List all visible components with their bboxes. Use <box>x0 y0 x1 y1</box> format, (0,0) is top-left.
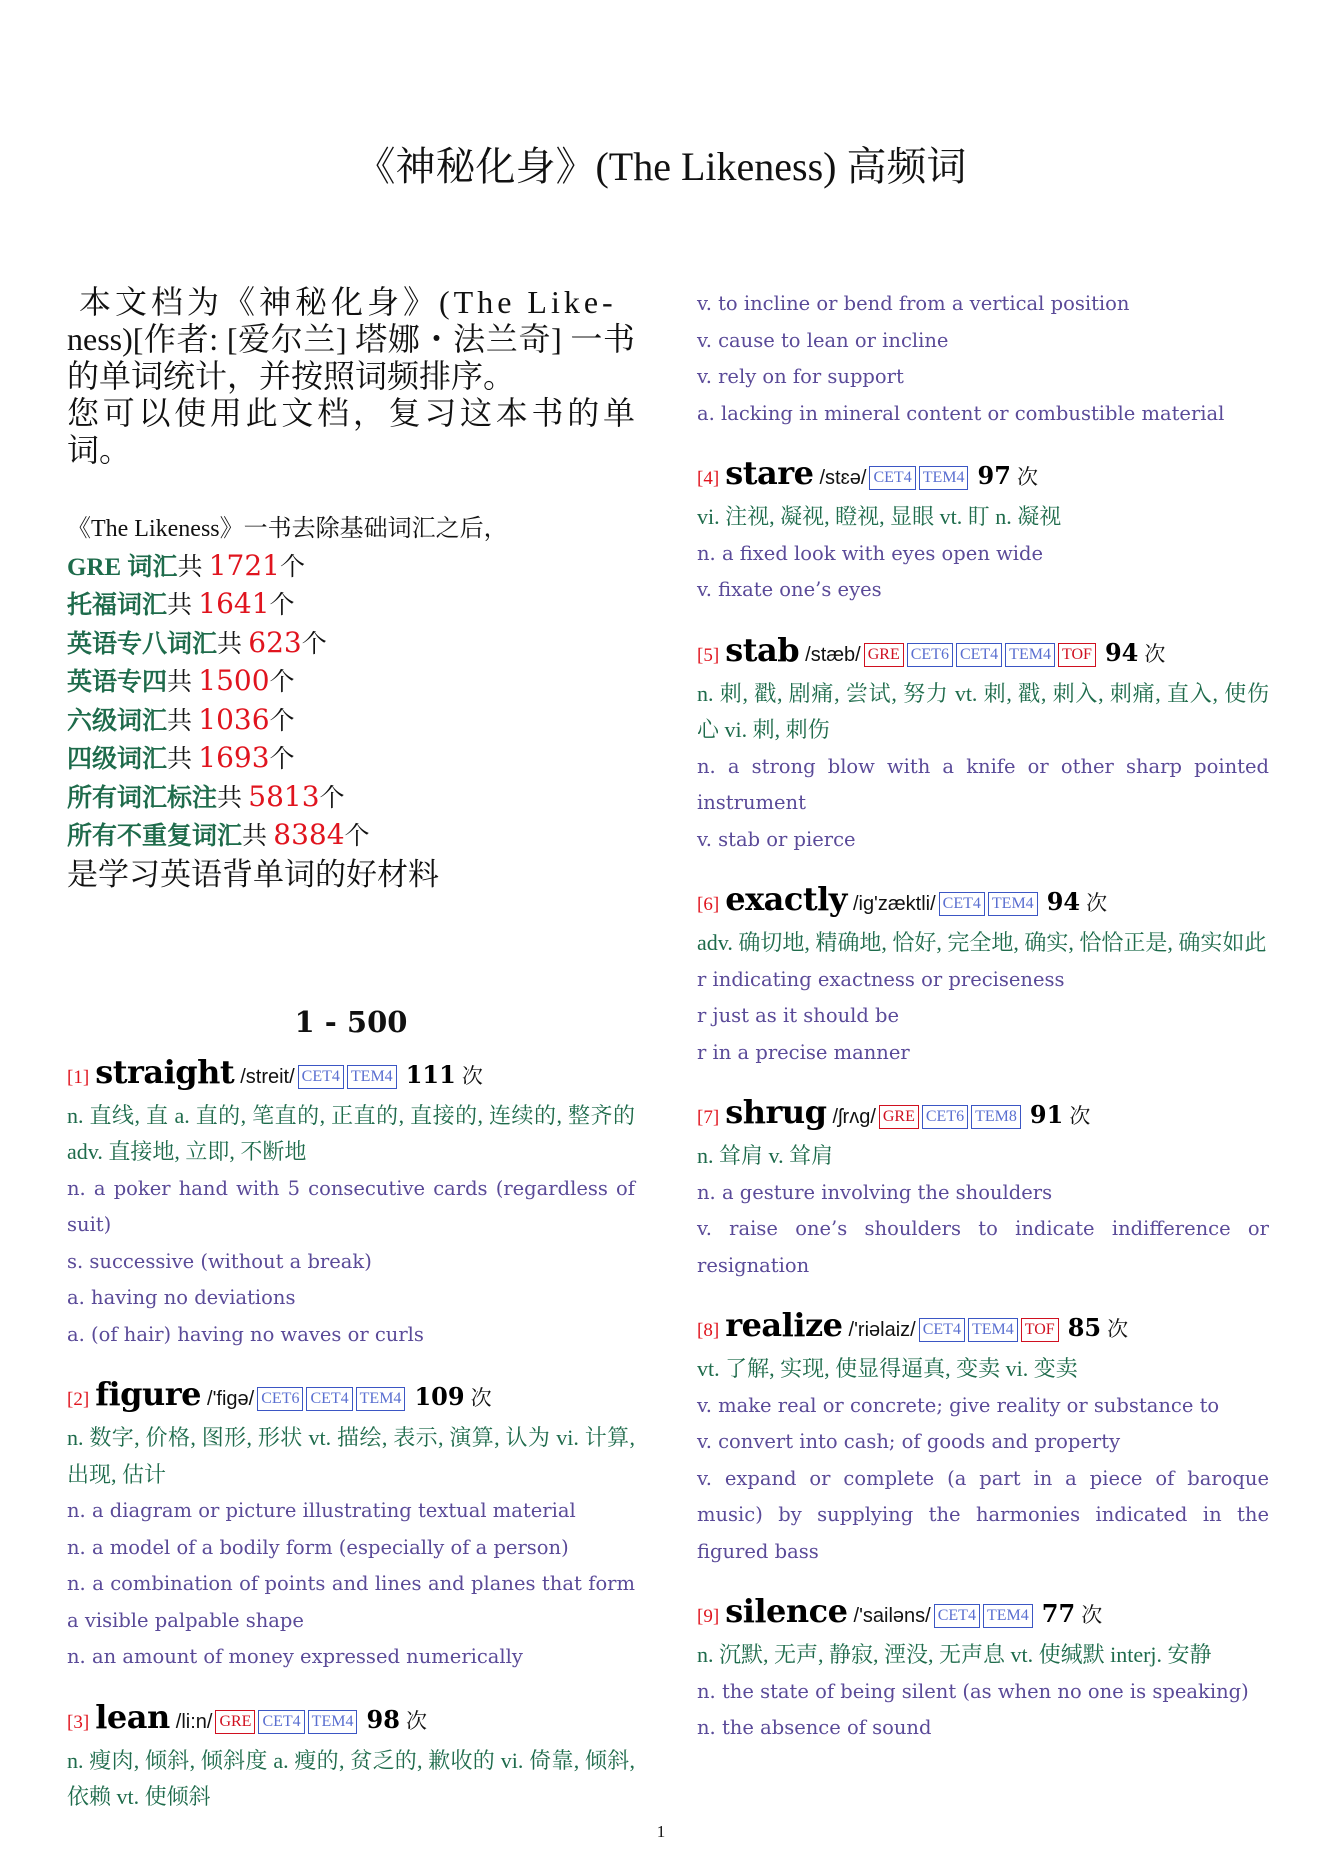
english-definition: r in a precise manner <box>697 1040 910 1064</box>
frequency-unit: 次 <box>461 1063 483 1088</box>
stat-row <box>67 625 635 664</box>
stat-connector: 共 <box>217 630 249 658</box>
english-definition: n. the state of being silent (as when no one is speaking) <box>697 1679 1249 1703</box>
stat-count: 623 <box>248 625 302 659</box>
phonetic: /'sailəns/ <box>853 1605 931 1627</box>
english-definition: n. a strong blow with a knife or other sharp pointed instrument <box>697 754 1269 814</box>
headword: exactly <box>725 880 847 918</box>
entry-header <box>67 1052 635 1098</box>
exam-tag: TEM4 <box>988 892 1038 916</box>
stat-label: 英语专八词汇 <box>67 630 218 658</box>
phonetic: /'riəlaiz/ <box>848 1319 916 1341</box>
section-heading: 1 - 500 <box>294 1004 408 1039</box>
stat-row <box>67 548 635 587</box>
english-definition: a. having no deviations <box>67 1286 296 1309</box>
entry-index: [7] <box>697 1107 720 1128</box>
english-definition: v. raise one’s shoulders to indicate indifference or resignation <box>697 1217 1269 1277</box>
stats-lead: 《The Likeness》一书去除基础词汇之后， <box>67 516 508 542</box>
english-definition: n. a diagram or picture illustrating textual material <box>67 1499 576 1522</box>
exam-tag: TEM4 <box>308 1710 358 1734</box>
stat-unit: 个 <box>269 746 295 773</box>
english-definition: n. a gesture involving the shoulders <box>697 1180 1053 1204</box>
entry-header <box>697 1305 1269 1351</box>
entry-index: [3] <box>67 1711 90 1733</box>
phonetic: /li:n/ <box>175 1710 213 1733</box>
word-entry <box>697 453 1269 609</box>
entry-header <box>697 630 1269 676</box>
stat-unit: 个 <box>344 823 370 850</box>
frequency-count: 111 <box>405 1059 456 1089</box>
stat-label: 所有词汇标注 <box>67 784 218 812</box>
stat-label: 所有不重复词汇 <box>67 823 243 850</box>
chinese-definition: adv. 确切地, 精确地, 恰好, 完全地, 确实, 恰恰正是, 确实如此 <box>697 930 1267 955</box>
headword: realize <box>725 1306 843 1344</box>
word-entry <box>697 879 1269 1071</box>
stat-unit: 个 <box>269 592 295 619</box>
headword: straight <box>95 1052 235 1091</box>
chinese-definition: n. 沉默, 无声, 静寂, 湮没, 无声息 vt. 使缄默 interj. 安静 <box>697 1642 1212 1667</box>
frequency-unit: 次 <box>1086 891 1108 915</box>
stat-label: 英语专四 <box>67 669 168 696</box>
entry-header <box>697 1591 1269 1637</box>
stat-row <box>67 779 635 818</box>
english-definition: v. stab or pierce <box>697 827 856 851</box>
english-definition: n. a fixed look with eyes open wide <box>697 541 1044 565</box>
english-definition: s. successive (without a break) <box>67 1249 372 1273</box>
stat-unit: 个 <box>301 630 327 658</box>
entry-header <box>67 1374 635 1420</box>
word-entry <box>67 1052 635 1354</box>
phonetic: /ig'zæktli/ <box>852 893 936 915</box>
entry-header <box>697 453 1269 499</box>
stat-count: 5813 <box>248 779 320 813</box>
phonetic: /stæb/ <box>805 643 861 666</box>
entry-index: [5] <box>697 644 720 666</box>
phonetic: /streit/ <box>240 1065 295 1088</box>
entry-index: [1] <box>67 1066 90 1088</box>
stat-unit: 个 <box>269 707 295 735</box>
phonetic: /ʃrʌg/ <box>832 1106 876 1128</box>
chinese-definition: vi. 注视, 凝视, 瞪视, 显眼 vt. 盯 n. 凝视 <box>697 504 1062 529</box>
english-definition: n. a model of a bodily form (especially of a person) <box>67 1535 569 1559</box>
exam-tag: TEM4 <box>983 1604 1033 1628</box>
headword: shrug <box>725 1093 827 1131</box>
exam-tag: GRE <box>879 1105 919 1129</box>
english-definition: n. an amount of money expressed numerically <box>67 1645 523 1668</box>
exam-tag: TEM4 <box>347 1065 397 1089</box>
stat-row <box>67 817 635 856</box>
left-column <box>67 284 635 1837</box>
phonetic: /'figə/ <box>207 1388 255 1410</box>
exam-tag: TOF <box>1021 1318 1059 1342</box>
exam-tag: TEM4 <box>968 1318 1018 1342</box>
exam-tag: TEM4 <box>1005 643 1055 667</box>
frequency-count: 94 <box>1046 887 1081 916</box>
stat-count: 1036 <box>198 702 270 736</box>
exam-tag: CET4 <box>298 1065 344 1089</box>
intro-rest: ness)[作者: [爱尔兰] 塔娜・法兰奇] 一书的单词统计，并按照词频排序。 <box>67 321 635 394</box>
frequency-unit: 次 <box>405 1708 427 1733</box>
english-definition: a. (of hair) having no waves or curls <box>67 1322 424 1346</box>
english-definition: v. cause to lean or incline <box>697 328 949 352</box>
stat-count: 1721 <box>208 548 280 582</box>
word-entry <box>697 1092 1269 1284</box>
frequency-count: 109 <box>414 1382 465 1411</box>
exam-tag: CET4 <box>869 466 915 490</box>
english-definition: r just as it should be <box>697 1004 900 1027</box>
stat-row <box>67 740 635 779</box>
intro-paragraph <box>67 284 635 469</box>
stat-unit: 个 <box>319 784 345 812</box>
page-number: 1 <box>656 1822 666 1841</box>
entry-index: [6] <box>697 894 720 915</box>
frequency-count: 97 <box>977 461 1011 490</box>
document-title: 《神秘化身》(The Likeness) 高频词 <box>355 144 967 189</box>
english-definition: a. lacking in mineral content or combustible material <box>697 401 1225 425</box>
frequency-unit: 次 <box>1016 465 1038 489</box>
exam-tag: GRE <box>864 643 904 667</box>
stats-closing: 是学习英语背单词的好材料 <box>67 856 439 892</box>
vocabulary-stats <box>67 511 635 894</box>
exam-tag: CET6 <box>907 643 953 667</box>
entry-index: [4] <box>697 468 720 489</box>
stats-list <box>67 548 635 856</box>
english-definition: v. expand or complete (a part in a piece of baroque music) by supplying the harmonies indicated in the figured bass <box>697 1466 1269 1563</box>
exam-tag: TEM4 <box>356 1387 406 1411</box>
stat-connector: 共 <box>167 592 199 619</box>
stat-row <box>67 702 635 741</box>
english-definition: n. the absence of sound <box>697 1716 932 1739</box>
english-definition: v. rely on for support <box>697 365 904 388</box>
chinese-definition: n. 刺, 戳, 剧痛, 尝试, 努力 vt. 刺, 戳, 刺入, 刺痛, 直入, 使伤心 vi. 刺, 刺伤 <box>697 680 1269 742</box>
frequency-unit: 次 <box>1144 641 1166 666</box>
stat-count: 1693 <box>198 741 270 774</box>
left-entries <box>67 1052 635 1816</box>
exam-tag: CET4 <box>919 1318 965 1342</box>
entry-index: [8] <box>697 1320 720 1341</box>
exam-tag: CET4 <box>258 1710 304 1734</box>
word-entry <box>697 286 1269 432</box>
headword: silence <box>725 1592 848 1630</box>
exam-tag: GRE <box>215 1710 255 1734</box>
entry-index: [2] <box>67 1389 90 1410</box>
exam-tag: TOF <box>1058 643 1096 667</box>
exam-tag: CET4 <box>306 1387 352 1411</box>
english-definition: r indicating exactness or preciseness <box>697 967 1065 991</box>
intro-first-line: 本文档为《神秘化身》(The Like- <box>79 284 617 320</box>
entry-index: [9] <box>697 1606 720 1627</box>
entry-header <box>67 1697 635 1743</box>
english-definition: v. make real or concrete; give reality or substance to <box>697 1393 1220 1417</box>
chinese-definition: vt. 了解, 实现, 使显得逼真, 变卖 vi. 变卖 <box>697 1356 1078 1381</box>
stat-label: 六级词汇 <box>67 707 168 735</box>
english-definition: n. a combination of points and lines and planes that form a visible palpable shape <box>67 1572 635 1632</box>
frequency-count: 94 <box>1104 637 1139 667</box>
exam-tag: CET4 <box>934 1604 980 1628</box>
word-entry <box>697 630 1269 859</box>
headword: stare <box>725 454 814 492</box>
exam-tag: CET6 <box>257 1387 303 1411</box>
chinese-definition: n. 耸肩 v. 耸肩 <box>697 1143 834 1168</box>
right-entries <box>697 286 1269 1747</box>
frequency-count: 85 <box>1067 1313 1102 1342</box>
word-entry <box>697 1591 1269 1747</box>
stat-unit: 个 <box>279 553 305 581</box>
frequency-unit: 次 <box>1107 1317 1129 1341</box>
stat-label: 四级词汇 <box>67 746 168 773</box>
stat-connector: 共 <box>167 746 199 773</box>
stat-label: GRE 词汇 <box>67 553 178 581</box>
stat-unit: 个 <box>269 669 295 696</box>
stat-connector: 共 <box>167 707 199 735</box>
stat-count: 1641 <box>198 587 270 620</box>
stat-count: 1500 <box>198 664 270 697</box>
entry-header <box>697 1092 1269 1138</box>
stat-connector: 共 <box>242 823 274 850</box>
stat-count: 8384 <box>273 818 345 851</box>
english-definition: v. convert into cash; of goods and property <box>697 1430 1121 1453</box>
frequency-count: 77 <box>1041 1599 1076 1628</box>
frequency-unit: 次 <box>1081 1603 1103 1627</box>
english-definition: v. to incline or bend from a vertical position <box>697 292 1130 315</box>
frequency-count: 98 <box>366 1704 400 1734</box>
stat-connector: 共 <box>167 669 199 696</box>
stat-row <box>67 663 635 702</box>
intro-usage: 您可以使用此文档，复习这本书的单词。 <box>67 395 635 468</box>
frequency-count: 91 <box>1029 1100 1064 1129</box>
stat-label: 托福词汇 <box>67 592 168 619</box>
english-definition: v. fixate one’s eyes <box>697 578 882 601</box>
english-definition: n. a poker hand with 5 consecutive cards (regardless of suit) <box>67 1176 635 1236</box>
frequency-unit: 次 <box>1069 1104 1091 1128</box>
stat-connector: 共 <box>217 784 249 812</box>
exam-tag: TEM4 <box>919 466 969 490</box>
headword: figure <box>95 1375 201 1413</box>
stat-row <box>67 586 635 625</box>
exam-tag: TEM8 <box>971 1105 1021 1129</box>
entry-header <box>697 879 1269 925</box>
word-entry <box>697 1305 1269 1570</box>
word-entry <box>67 1374 635 1676</box>
right-column <box>697 286 1269 1768</box>
chinese-definition: n. 数字, 价格, 图形, 形状 vt. 描绘, 表示, 演算, 认为 vi. 计算, 出现, 估计 <box>67 1425 635 1487</box>
word-entry <box>67 1697 635 1816</box>
exam-tag: CET6 <box>922 1105 968 1129</box>
chinese-definition: n. 瘦肉, 倾斜, 倾斜度 a. 瘦的, 贫乏的, 歉收的 vi. 倚靠, 倾斜, 依赖 vt. 使倾斜 <box>67 1747 635 1809</box>
headword: stab <box>725 630 800 669</box>
frequency-unit: 次 <box>470 1386 492 1410</box>
phonetic: /stɛə/ <box>819 467 867 489</box>
exam-tag: CET4 <box>939 892 985 916</box>
headword: lean <box>95 1697 170 1736</box>
exam-tag: CET4 <box>956 643 1002 667</box>
stat-connector: 共 <box>177 553 209 581</box>
chinese-definition: n. 直线, 直 a. 直的, 笔直的, 正直的, 直接的, 连续的, 整齐的 adv. 直接地, 立即, 不断地 <box>67 1102 635 1164</box>
